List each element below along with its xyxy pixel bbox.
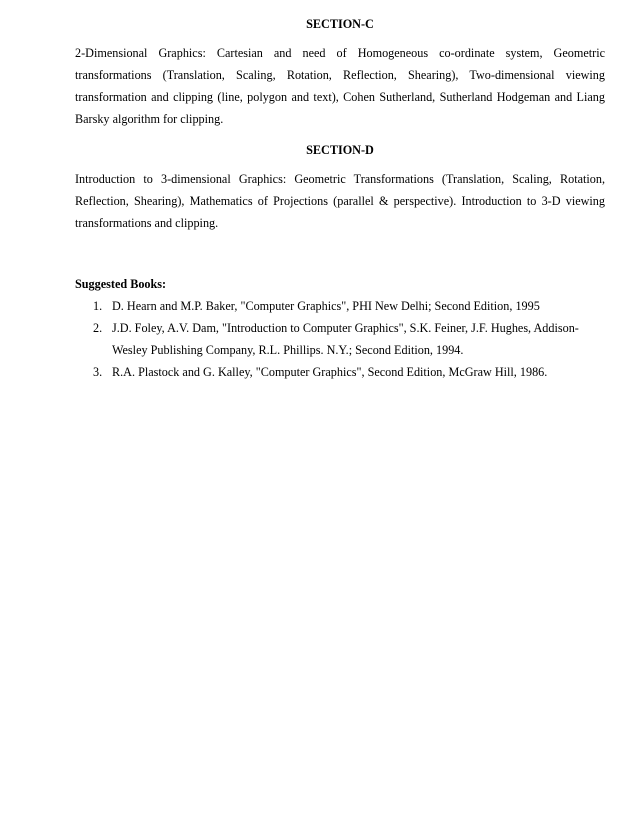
- book-item: [75, 361, 605, 383]
- section-d-body: Introduction to 3-dimensional Graphics: Geometric Transformations (Translation, Scaling, Rotation, Reflection, Shearing), Mathematics of Projections (parallel & perspective). Introduction to 3-D viewing transformations and clipping.: [75, 172, 605, 230]
- book-text: R.A. Plastock and G. Kalley, "Computer Graphics", Second Edition, McGraw Hill, 1986.: [112, 365, 548, 379]
- suggested-books-heading: Suggested Books:: [75, 277, 167, 291]
- section-d-heading: SECTION-D: [306, 143, 374, 157]
- section-c-heading: SECTION-C: [306, 17, 374, 31]
- book-item: [75, 295, 605, 317]
- section-c-body: 2-Dimensional Graphics: Cartesian and need of Homogeneous co-ordinate system, Geometric transformations (Translation, Scaling, Rotation, Reflection, Shearing), Two-dimensional viewing transformation and clipping (line, polygon and text), Cohen Sutherland, Sutherland Hodgeman and Liang Barsky algorithm for clipping.: [75, 46, 605, 126]
- book-list: [75, 295, 605, 383]
- book-text: J.D. Foley, A.V. Dam, "Introduction to Computer Graphics", S.K. Feiner, J.F. Hughes, Addison-Wesley Publishing Company, R.L. Phillips. N.Y.; Second Edition, 1994.: [112, 321, 579, 357]
- book-number: 2.: [93, 321, 103, 335]
- book-number: 1.: [93, 299, 103, 313]
- book-item: [75, 317, 605, 361]
- page-content: [75, 13, 605, 383]
- book-text: D. Hearn and M.P. Baker, "Computer Graphics", PHI New Delhi; Second Edition, 1995: [112, 299, 540, 313]
- book-number: 3.: [93, 365, 103, 379]
